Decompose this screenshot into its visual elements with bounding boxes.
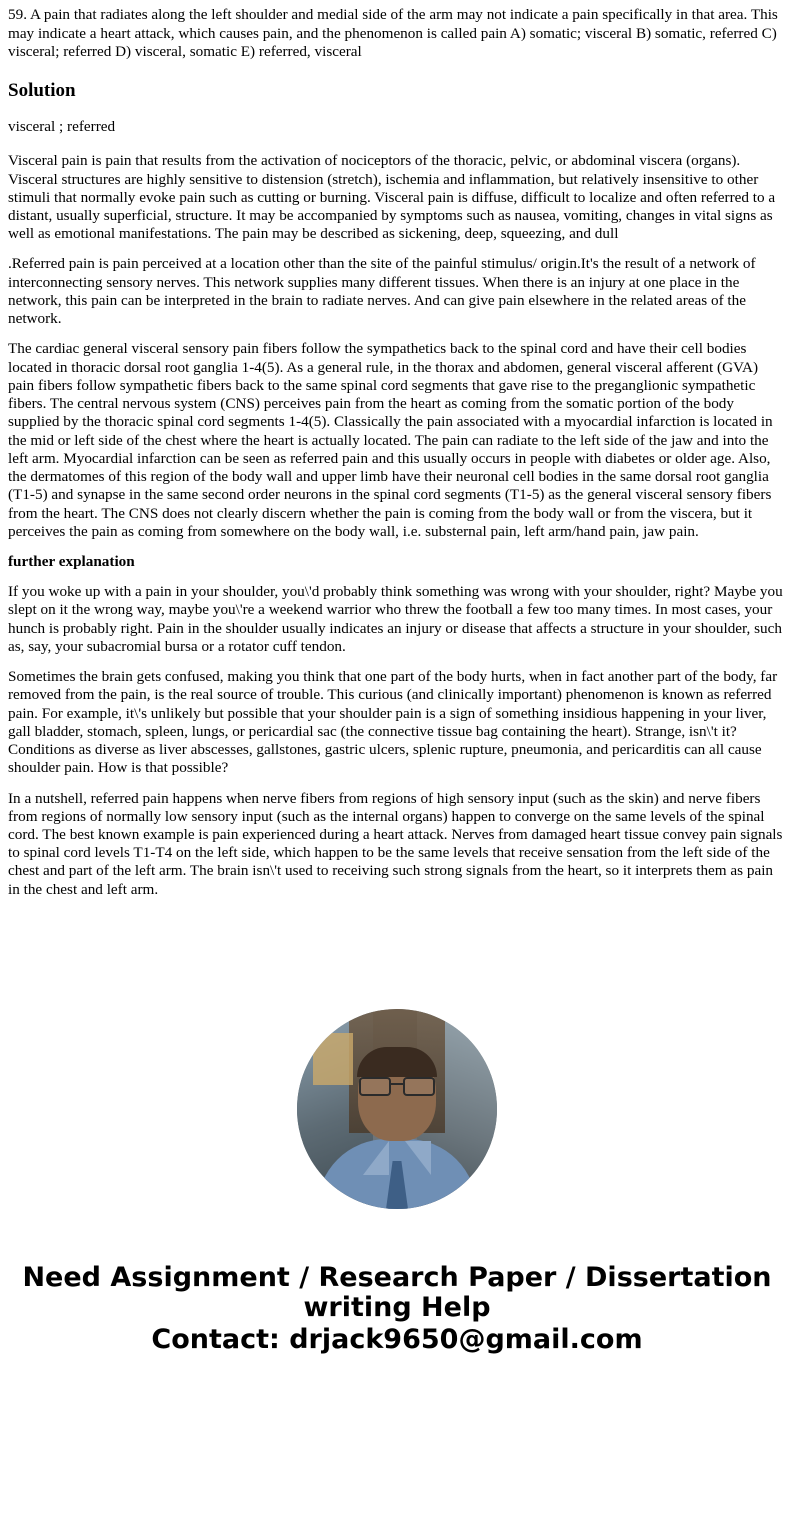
avatar-collar-right — [405, 1141, 431, 1175]
question-text: 59. A pain that radiates along the left shoulder and medial side of the arm may not indicate a pain specifically in that area. This may indicate a heart attack, which causes pain, and the phenomenon is called pain A) somatic; visceral B) somatic, referred C) visceral; referred D) visceral, somatic E) referred, visceral — [8, 6, 778, 61]
avatar-background-frame — [313, 1033, 353, 1085]
avatar-collar-left — [363, 1141, 389, 1175]
further-explanation-paragraph-1: If you woke up with a pain in your shoulder, you\'d probably think something was wrong with your shoulder, right? Maybe you slept on it the wrong way, maybe you\'re a weekend warrior who threw the football a few too many times. In most cases, your hunch is probably right. Pain in the shoulder usually indicates an injury or disease that affects a structure in your shoulder, such as, say, your subacromial bursa or a rotator cuff tendon. — [8, 583, 783, 655]
solution-heading: Solution — [8, 79, 76, 101]
further-explanation-heading: further explanation — [8, 552, 135, 570]
footer-line-1: Need Assignment / Research Paper / Dissertation — [22, 1261, 772, 1293]
solution-paragraph-1: Visceral pain is pain that results from the activation of nociceptors of the thoracic, pelvic, or abdominal viscera (organs). Visceral structures are highly sensitive to distension (stretch), ischemia and inflammation, but relatively insensitive to other stimuli that normally evoke pain such as cutting or burning. Visceral pain is diffuse, difficult to localize and often referred to a distant, usually superficial, structure. It may be accompanied by symptoms such as nausea, vomiting, changes in vital signs as well as emotional manifestations. The pain may be described as sickening, deep, squeezing, and dull — [8, 152, 776, 243]
footer-banner — [8, 1263, 786, 1376]
avatar — [297, 1009, 497, 1209]
footer-contact: Contact: drjack9650@gmail.com — [151, 1324, 643, 1356]
content-spacer — [8, 911, 786, 999]
footer-line-2: writing Help — [303, 1292, 491, 1324]
solution-paragraph-2: .Referred pain is pain perceived at a location other than the site of the painful stimulus/ origin.It's the result of a network of interconnecting sensory nerves. This network supplies many different tissues. When there is an injury at one place in the network, this pain can be interpreted in the brain to radiate nerves. And can give pain elsewhere in the related areas of the network. — [8, 255, 756, 328]
avatar-glasses — [359, 1077, 435, 1093]
further-explanation-paragraph-3: In a nutshell, referred pain happens when nerve fibers from regions of high sensory input (such as the skin) and nerve fibers from regions of normally low sensory input (such as the internal organs) happen to converge on the same levels of the spinal cord. The best known example is pain experienced during a heart attack. Nerves from damaged heart tissue convey pain signals to spinal cord levels T1-T4 on the left side, which happen to be the same levels that receive sensation from the left side of the chest and part of the left arm. The brain isn\'t used to receiving such strong signals from the heart, so it interprets them as pain in the chest and left arm. — [8, 789, 783, 898]
further-explanation-paragraph-2: Sometimes the brain gets confused, making you think that one part of the body hurts, when in fact another part of the body, far removed from the pain, is the real source of trouble. This curious (and clinically important) phenomenon is known as referred pain. For example, it\'s unlikely but possible that your shoulder pain is a sign of something insidious happening in your liver, gall bladder, stomach, spleen, lungs, or pericardial sac (the connective tissue bag containing the heart). Strange, isn\'t it? Conditions as diverse as liver abscesses, gallstones, gastric ulcers, splenic rupture, pneumonia, and pericarditis can all cause shoulder pain. How is that possible? — [8, 668, 778, 777]
solution-paragraph-3: The cardiac general visceral sensory pain fibers follow the sympathetics back to the spinal cord and have their cell bodies located in thoracic dorsal root ganglia 1-4(5). As a general rule, in the thorax and abdomen, general visceral afferent (GVA) pain fibers follow sympathetic fibers back to the same spinal cord segments that gave rise to the preganglionic sympathetic fibers. The central nervous system (CNS) perceives pain from the heart as coming from the somatic portion of the body supplied by the thoracic spinal cord segments 1-4(5). Classically the pain associated with a myocardial infarction is located in the mid or left side of the chest where the heart is actually located. The pain can radiate to the left side of the jaw and into the left arm. Myocardial infarction can be seen as referred pain and this usually occurs in people with diabetes or older age. Also, the dermatomes of this region of the body wall and upper limb have their neuronal cell bodies in the same dorsal root ganglia (T1-5) and synapse in the same second order neurons in the spinal cord segments (T1-5) as the general visceral sensory fibers from the heart. The CNS does not clearly discern whether the pain is coming from the body wall or from the viscera, but it perceives the pain as coming from somewhere on the body wall, i.e. substernal pain, left arm/hand pain, jaw pain. — [8, 340, 773, 540]
author-photo-container — [8, 1009, 786, 1209]
solution-answer: visceral ; referred — [8, 118, 116, 136]
